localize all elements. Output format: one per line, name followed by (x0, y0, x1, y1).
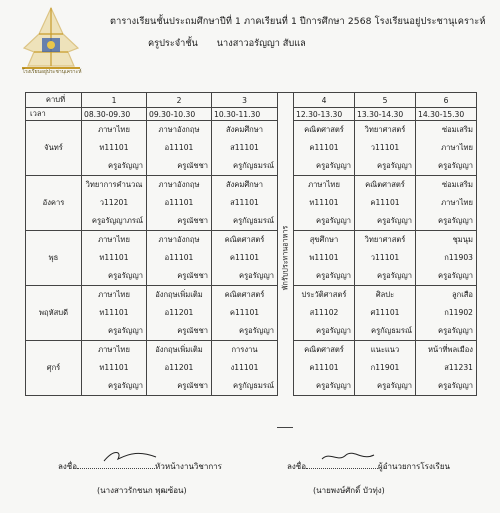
time-slot: 14.30-15.30 (416, 108, 477, 121)
lesson-teacher: ครูอรัญญา (437, 161, 473, 170)
timetable-afternoon (293, 92, 477, 396)
lesson-code: อ11101 (164, 198, 194, 207)
lesson-subject: คณิตศาสตร์ (224, 235, 265, 244)
lesson-teacher: ครูณัชชา (177, 216, 208, 225)
signature-prefix: ลงชื่อ (287, 462, 307, 471)
lesson-cell (355, 121, 416, 176)
lesson-teacher: ครูณัชชา (177, 381, 208, 390)
lesson-code: ท11101 (309, 198, 339, 207)
time-slot: 10.30-11.30 (212, 108, 278, 121)
lesson-cell (416, 286, 477, 341)
day-row (26, 176, 278, 231)
day-name: จันทร์ (26, 121, 82, 176)
time-row (26, 108, 278, 121)
lesson-code: ท11101 (99, 253, 129, 262)
day-name: พฤหัสบดี (26, 286, 82, 341)
lesson-teacher: ครูอรัญญา (437, 381, 473, 390)
lesson-teacher: ครูอรัญญา (238, 326, 274, 335)
timetable-morning (25, 92, 278, 396)
lesson-subject: ภาษาไทย (98, 290, 130, 299)
lesson-teacher: ครูกัญธมรณ์ (371, 326, 412, 335)
period-label: คาบที่ (26, 93, 82, 108)
lesson-code: ส11101 (230, 198, 259, 207)
lesson-cell (147, 341, 212, 396)
period-header-row (26, 93, 278, 108)
lesson-teacher: ครูอรัญญา (376, 271, 412, 280)
lesson-teacher: ครูอรัญญา (315, 216, 351, 225)
lesson-subject: ภาษาไทย (98, 235, 130, 244)
lesson-teacher: ครูอรัญญา (107, 271, 143, 280)
lesson-cell (147, 121, 212, 176)
lesson-teacher: ครูอรัญญา (437, 326, 473, 335)
lesson-code: ภาษาไทย (441, 198, 473, 207)
lesson-cell (147, 286, 212, 341)
lesson-subject: ซ่อมเสริม (441, 125, 473, 134)
lesson-subject: ประวัติศาสตร์ (301, 290, 347, 299)
lesson-cell (416, 341, 477, 396)
time-slot: 09.30-10.30 (147, 108, 212, 121)
lesson-code: ท11101 (99, 308, 129, 317)
period-number: 3 (212, 93, 278, 108)
lesson-teacher: ครูอรัญญา (315, 326, 351, 335)
lesson-code: ค11101 (229, 308, 260, 317)
lesson-code: ก11902 (444, 308, 473, 317)
signature-line (306, 468, 378, 469)
lesson-subject: การงาน (231, 345, 258, 354)
lesson-subject: คณิตศาสตร์ (224, 290, 265, 299)
lesson-teacher: ครูอรัญญา (107, 161, 143, 170)
lesson-teacher: ครูณัชชา (177, 326, 208, 335)
lesson-cell (212, 176, 278, 231)
lesson-cell (294, 341, 355, 396)
lesson-cell (294, 176, 355, 231)
lesson-subject: ภาษาไทย (98, 125, 130, 134)
lesson-teacher: ครูอรัญญา (437, 271, 473, 280)
homeroom-teacher: นางสาวอรัญญา สับแล (216, 38, 306, 49)
lesson-subject: สุขศึกษา (309, 235, 339, 244)
page-title: ตารางเรียนชั้นประถมศึกษาปีที่ 1 ภาคเรียนที่ 1 ปีการศึกษา 2568 โรงเรียนอยู่ประชานุเคราะห์ (110, 16, 486, 27)
signature-line (77, 468, 155, 469)
lesson-subject: ภาษาอังกฤษ (158, 235, 200, 244)
signature-academic-name: (นางสาวรักชนก พุฒซ้อน) (97, 486, 187, 495)
lesson-cell (355, 286, 416, 341)
lesson-teacher: ครูอรัญญา (376, 161, 412, 170)
lesson-cell (294, 231, 355, 286)
day-name: อังคาร (26, 176, 82, 231)
lesson-code: ค11101 (309, 363, 339, 372)
lesson-subject: อังกฤษเพิ่มเติม (155, 345, 203, 354)
lesson-subject: ลูกเสือ (451, 290, 473, 299)
lesson-code: ค11101 (309, 143, 339, 152)
lesson-cell (82, 231, 147, 286)
day-row (26, 121, 278, 176)
lesson-subject: ศิลปะ (375, 290, 395, 299)
lunch-break-label: พักรับประทานอาหาร (280, 225, 290, 291)
lesson-cell (212, 231, 278, 286)
lesson-cell (416, 231, 477, 286)
signature-prefix: ลงชื่อ (58, 462, 78, 471)
period-number: 4 (294, 93, 355, 108)
lesson-subject: คณิตศาสตร์ (304, 345, 344, 354)
lesson-cell (82, 176, 147, 231)
lesson-code: พ11101 (309, 253, 339, 262)
lesson-subject: คณิตศาสตร์ (304, 125, 344, 134)
lesson-code: ก11903 (444, 253, 473, 262)
lesson-teacher: ครูณัชชา (177, 271, 208, 280)
lesson-cell (212, 121, 278, 176)
lesson-cell (416, 121, 477, 176)
day-row (26, 286, 278, 341)
day-row (26, 341, 278, 396)
lesson-cell (82, 341, 147, 396)
lesson-cell (147, 176, 212, 231)
lesson-subject: ภาษาอังกฤษ (158, 180, 200, 189)
day-row (26, 231, 278, 286)
day-row (294, 341, 477, 396)
day-row (294, 176, 477, 231)
lesson-code: ภาษาไทย (441, 143, 473, 152)
day-name: ศุกร์ (26, 341, 82, 396)
lesson-subject: ภาษาอังกฤษ (158, 125, 200, 134)
lesson-code: อ11201 (164, 308, 194, 317)
lesson-subject: คณิตศาสตร์ (365, 180, 405, 189)
logo-caption: โรงเรียนอยู่ประชานุเคราะห์ (22, 69, 82, 75)
lesson-teacher: ครูอรัญญา (315, 381, 351, 390)
lesson-subject: สังคมศึกษา (225, 125, 264, 134)
lesson-code: อ11101 (164, 143, 194, 152)
lesson-teacher: ครูกัญธมรณ์ (233, 216, 274, 225)
signature-role: ผู้อำนวยการโรงเรียน (378, 462, 450, 471)
time-slot: 08.30-09.30 (82, 108, 147, 121)
time-label: เวลา (26, 108, 82, 121)
lesson-teacher: ครูอรัญญา (376, 216, 412, 225)
lesson-cell (212, 341, 278, 396)
lesson-code: ส11102 (309, 308, 339, 317)
day-name: พุธ (26, 231, 82, 286)
lesson-code: อ11101 (164, 253, 194, 262)
lesson-cell (294, 286, 355, 341)
signature-role: หัวหน้างานวิชาการ (155, 462, 222, 471)
period-number: 6 (416, 93, 477, 108)
period-number: 5 (355, 93, 416, 108)
lesson-teacher: ครูกัญธมรณ์ (233, 161, 274, 170)
lesson-code: ส11101 (230, 143, 259, 152)
lesson-cell (416, 176, 477, 231)
lesson-teacher: ครูอรัญญาภรณ์ (91, 216, 143, 225)
lesson-subject: อังกฤษเพิ่มเติม (155, 290, 203, 299)
lesson-subject: ซ่อมเสริม (441, 180, 473, 189)
lesson-teacher: ครูอรัญญา (107, 326, 143, 335)
lesson-code: ส11231 (444, 363, 473, 372)
homeroom-label: ครูประจำชั้น (148, 38, 198, 49)
lesson-code: ท11101 (99, 363, 129, 372)
signature-scribble (100, 447, 160, 467)
lesson-cell (82, 286, 147, 341)
lesson-code: ท11101 (99, 143, 129, 152)
lesson-subject: หน้าที่พลเมือง (428, 345, 473, 354)
lesson-teacher: ครูอรัญญา (107, 381, 143, 390)
signature-director-name: (นายพงษ์ศักดิ์ บัวทุ่ง) (313, 486, 385, 495)
lesson-subject: ภาษาไทย (98, 345, 130, 354)
lesson-code: ศ11101 (370, 308, 400, 317)
lesson-teacher: ครูอรัญญา (315, 271, 351, 280)
lesson-subject: ภาษาไทย (308, 180, 340, 189)
signature-scribble (318, 447, 378, 467)
lesson-subject: วิทยาศาสตร์ (364, 125, 406, 134)
lesson-teacher: ครูกัญธมรณ์ (233, 381, 274, 390)
lesson-cell (82, 121, 147, 176)
lesson-subject: สังคมศึกษา (225, 180, 264, 189)
lesson-code: ค11101 (370, 198, 400, 207)
lesson-code: ว11201 (99, 198, 129, 207)
homeroom-line (148, 36, 306, 51)
lesson-teacher: ครูอรัญญา (315, 161, 351, 170)
lesson-cell (294, 121, 355, 176)
lesson-teacher: ครูอรัญญา (376, 381, 412, 390)
lesson-cell (355, 176, 416, 231)
day-row (294, 121, 477, 176)
period-header-row (294, 93, 477, 108)
lesson-teacher: ครูอรัญญา (437, 216, 473, 225)
lesson-cell (355, 341, 416, 396)
time-slot: 13.30-14.30 (355, 108, 416, 121)
time-row (294, 108, 477, 121)
lesson-code: ง11101 (230, 363, 259, 372)
lesson-code: อ11201 (164, 363, 194, 372)
day-row (294, 286, 477, 341)
lesson-code: ค11101 (229, 253, 260, 262)
lesson-cell (212, 286, 278, 341)
lesson-subject: ชุมนุม (452, 235, 473, 244)
lesson-code: ว11101 (370, 253, 400, 262)
lesson-subject: วิทยาศาสตร์ (364, 235, 406, 244)
lesson-teacher: ครูอรัญญา (238, 271, 274, 280)
lesson-teacher: ครูณัชชา (177, 161, 208, 170)
lesson-cell (147, 231, 212, 286)
lesson-subject: แนะแนว (370, 345, 400, 354)
lesson-subject: วิทยาการคำนวณ (85, 180, 143, 189)
lesson-code: ว11101 (370, 143, 400, 152)
lesson-code: ก11901 (370, 363, 400, 372)
time-slot: 12.30-13.30 (294, 108, 355, 121)
period-number: 2 (147, 93, 212, 108)
lesson-cell (355, 231, 416, 286)
day-row (294, 231, 477, 286)
period-number: 1 (82, 93, 147, 108)
